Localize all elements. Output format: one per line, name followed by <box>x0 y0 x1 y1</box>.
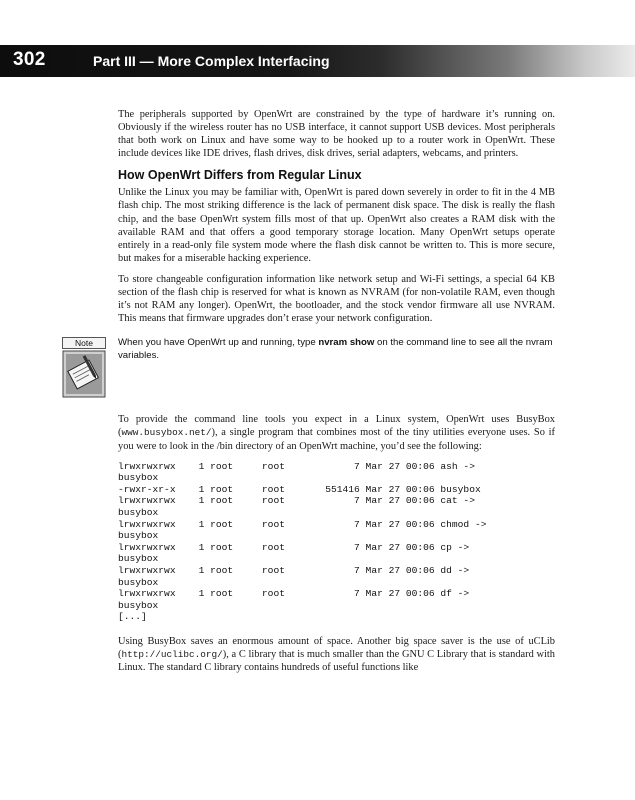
busybox-paragraph: To provide the command line tools you expect in a Linux system, OpenWrt uses BusyBox (www.busybox.net/), a single program that combines most of the tiny utilities everyone uses. So if you were to look in the /bin directory of an OpenWrt machine, you’d see the following: <box>118 414 555 452</box>
chapter-title: Part III — More Complex Interfacing <box>93 53 330 69</box>
note-icon-group <box>62 337 106 399</box>
uclib-paragraph: Using BusyBox saves an enormous amount of space. Another big space saver is the use of uCLib (http://uclibc.org/), a C library that is much smaller than the GNU C Library that is standard with Linux. The standard C library contains hundreds of useful functions like <box>118 635 555 674</box>
section-paragraph-1: Unlike the Linux you may be familiar with, OpenWrt is pared down severely in order to fit in the 4 MB flash chip. The most striking difference is the lack of permanent disk space. The disk is really the flash chip, and the base OpenWrt system fills most of that up. OpenWrt also creates a RAM disk with the available RAM and that offers a good temporary storage location. Many OpenWrt setups operate entirely in a read-only file system mode where the flash disk cannot be written to. This is more secure, but makes for a miserable hacking experience. <box>118 187 555 264</box>
note-command: nvram show <box>318 337 375 349</box>
note-text: When you have OpenWrt up and running, type nvram show on the command line to see all the nvram variables. <box>118 337 553 361</box>
note-box <box>75 333 555 401</box>
intro-paragraph: The peripherals supported by OpenWrt are constrained by the type of hardware it’s running on. Obviously if the wireless router has no USB interface, it cannot support USB devices. Most peripherals that both work on Linux and have some way to be hooked up to a router work in OpenWrt. These include devices like IDE drives, flash drives, disk drives, serial adapters, webcams, and printers. <box>118 109 555 160</box>
page-number: 302 <box>13 49 46 70</box>
page-body <box>75 108 555 682</box>
note-label: Note <box>62 337 106 349</box>
notepad-icon <box>62 350 106 398</box>
section-heading: How OpenWrt Differs from Regular Linux <box>118 168 362 183</box>
bin-directory-listing: lrwxrwxrwx 1 root root 7 Mar 27 00:06 ash -> busybox -rwxr-xr-x 1 root root 551416 Mar 27 00:06 busybox lrwxrwxrwx 1 root root 7 Mar 27 00:06 cat -> busybox lrwxrwxrwx 1 root root 7 Mar 27 00:06 chmod -> busybox lrwxrwxrwx 1 root root 7 Mar 27 00:06 cp -> busybox lrwxrwxrwx 1 root root 7 Mar 27 00:06 dd -> busybox lrwxrwxrwx 1 root root 7 Mar 27 00:06 df -> busybox [...] <box>118 460 487 623</box>
busybox-link[interactable]: www.busybox.net/ <box>121 427 212 439</box>
section-paragraph-2: To store changeable configuration information like network setup and Wi-Fi settings, a special 64 KB section of the flash chip is reserved for what is known as NVRAM (for non-volatile RAM, even though it’s not RAM any longer). OpenWrt, the bootloader, and the stock vendor firmware all use NVRAM. This means that firmware upgrades don’t erase your network configuration. <box>118 273 555 325</box>
uclib-link[interactable]: http://uclibc.org/ <box>121 649 223 660</box>
